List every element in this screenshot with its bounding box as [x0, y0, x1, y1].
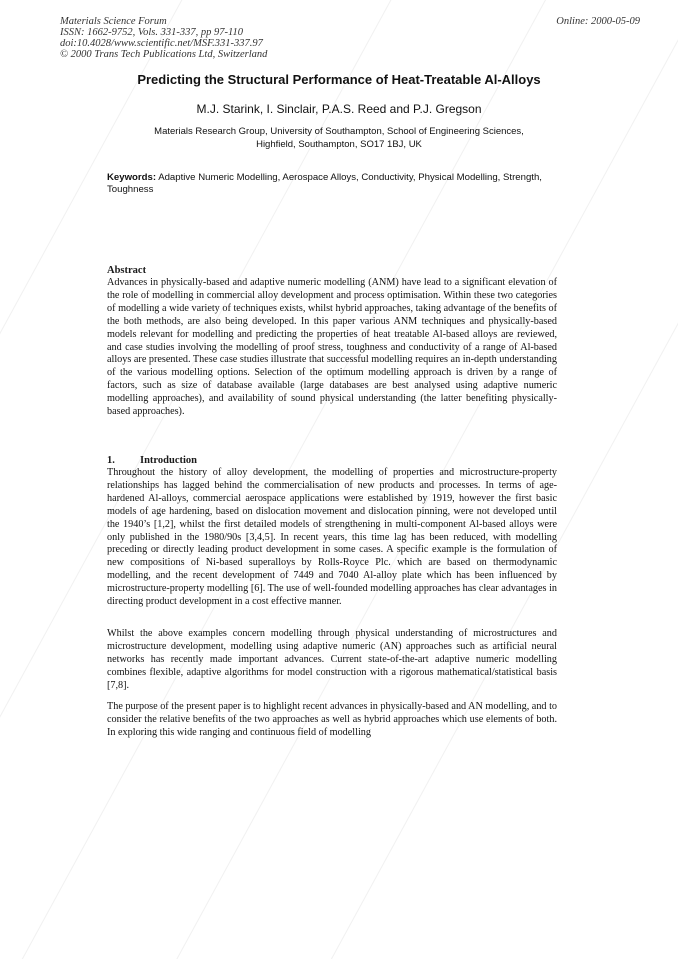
paper-authors: M.J. Starink, I. Sinclair, P.A.S. Reed and P.J. Gregson: [196, 102, 482, 116]
section-title: Introduction: [140, 455, 197, 466]
online-date: Online: 2000-05-09: [556, 16, 640, 27]
affiliation-line-2: Highfield, Southampton, SO17 1BJ, UK: [256, 139, 422, 150]
doi-line: doi:10.4028/www.scientific.net/MSF.331-337.97: [60, 38, 263, 49]
intro-paragraph-1: Throughout the history of alloy development, the modelling of properties and microstructure-property relationships has lagged behind the commercialisation of new products and processes. In terms of age-hardened Al-alloys, commercial aerospace applications were established by 1919, however the first basic models of age hardening, based on dislocation movement and dislocation pinning, were not developed until the 1940’s [1,2], whilst the first detailed models of strengthening in multi-component Al-based alloys were only published in the 1980/90s [3,4,5]. In recent years, this time lag has been reduced, with modelling preceding or directly leading product development in some cases. A specific example is the formulation of new compositions of Ni-based superalloys by Rolls-Royce Plc. which are based on thermodynamic modelling, and the recent development of 7449 and 7040 Al-alloy plate which has been influenced by microstructure-property modelling [6]. The use of well-founded modelling approaches has clear advantages in directing product development in a cost effective manner.: [107, 467, 557, 608]
paper-title: Predicting the Structural Performance of Heat-Treatable Al-Alloys: [137, 72, 541, 87]
keywords-label: Keywords:: [107, 172, 157, 183]
issn-line: ISSN: 1662-9752, Vols. 331-337, pp 97-110: [60, 27, 243, 38]
section-heading-introduction: [107, 455, 197, 466]
section-number: 1.: [107, 455, 115, 466]
abstract-text: Advances in physically-based and adaptive numeric modelling (ANM) have lead to a significant elevation of the role of modelling in commercial alloy development and process optimisation. Within these two categories of modelling a wide variety of techniques exists, whilst hybrid approaches, taking advantage of the benefits of the both methods, are also being developed. In this paper various ANM techniques and physically-based models relevant for modelling and predicting the properties of heat treatable Al-based alloys are reviewed, and case studies involving the modelling of proof stress, toughness and conductivity of a range of Al-based alloys are presented. These case studies illustrate that successful modelling requires an in-depth understanding of the various modelling options. Selection of the optimum modelling approach is driven by a range of factors, such as size of database available (large databases are best analysed using adaptive numeric modelling approaches), and availability of sound physical understanding (the latter benefiting physically-based approaches).: [107, 277, 557, 418]
keywords-text: Adaptive Numeric Modelling, Aerospace Alloys, Conductivity, Physical Modelling, Strength, Toughness: [107, 172, 542, 195]
affiliation: [100, 125, 578, 151]
intro-paragraph-2: Whilst the above examples concern modelling through physical understanding of microstructures and microstructure development, modelling using adaptive numeric (AN) approaches such as artificial neural networks has recently made important advances. Current state-of-the-art adaptive numeric modelling combines flexible, adaptive algorithms for model construction with a rigorous mathematical/statistical basis [7,8].: [107, 628, 557, 691]
journal-name: Materials Science Forum: [60, 16, 167, 27]
copyright-line: © 2000 Trans Tech Publications Ltd, Switzerland: [60, 49, 268, 60]
keywords: [107, 172, 557, 196]
publication-meta: [60, 16, 267, 60]
intro-paragraph-3: The purpose of the present paper is to highlight recent advances in physically-based and AN modelling, and to consider the relative benefits of the two approaches as well as hybrid approaches which use elements of both. In exploring this wide ranging and continuous field of modelling: [107, 701, 557, 738]
abstract-heading: Abstract: [107, 265, 147, 276]
affiliation-line-1: Materials Research Group, University of Southampton, School of Engineering Sciences,: [154, 126, 524, 137]
